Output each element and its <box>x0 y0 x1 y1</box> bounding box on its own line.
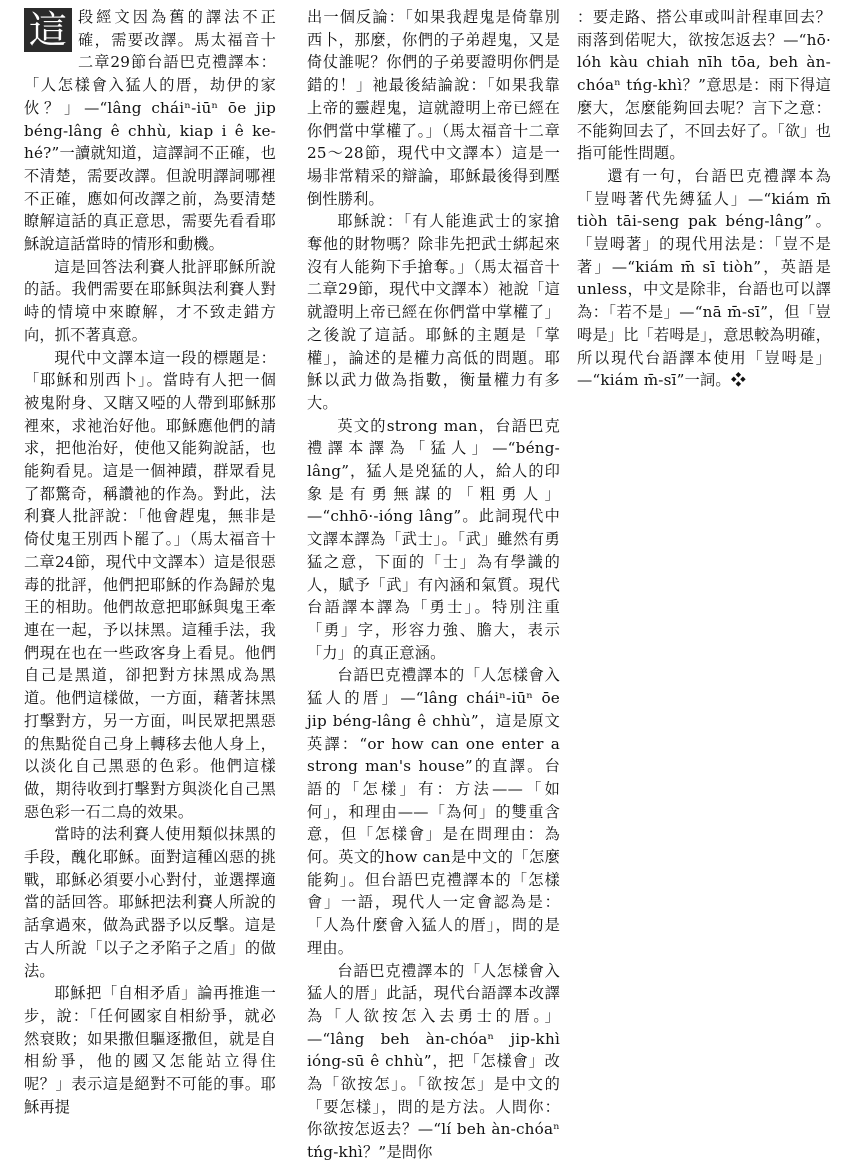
paragraph: 英文的strong man，台語巴克禮譯本譯為「猛人」—“béng-lâng”，猛人是兇猛的人，給人的印象是有勇無謀的「粗勇人」—“chhō·-ióng lâng”。此詞現代中文譯本譯為「武士」。「武」雖然有勇猛之意，下面的「士」為有學識的人，賦予「武」有內涵和氣質。現代台語譯本譯為「勇士」。特別注重「勇」字，形容力強、膽大，表示「力」的真正意涵。 <box>307 416 560 662</box>
drop-cap: 這 <box>24 8 72 52</box>
paragraph: 還有一句，台語巴克禮譯本為「豈呣著代先縛猛人」—“kiám m̄ tiòh tāi-seng pak béng-lâng”。「豈呣著」的現代用法是：「豈不是著」—“kiám m̄ sī tiòh”，英語是unless，中文是除非，台語也可以譯為：「若不是」—“nā m̄-sī”，但「豈呣是」比「若呣是」，意思較為明確，所以現代台語譯本使用「豈呣是」—“kiám m̄-sī”一詞。❖ <box>577 166 831 390</box>
column-2 <box>307 6 560 1164</box>
paragraph: 出一個反論：「如果我趕鬼是倚靠別西卜，那麼，你們的子弟趕鬼，又是倚仗誰呢？你們的子弟要證明你們是錯的！」祂最後結論說：「如果我靠上帝的靈趕鬼，這就證明上帝已經在你們當中掌權了。」（馬太福音十二章25～28節，現代中文譯本）這是一場非常精采的辯論，耶穌最後得到壓倒性勝利。 <box>307 8 560 208</box>
column-3 <box>577 6 831 392</box>
paragraph: 耶穌說：「有人能進武士的家搶奪他的財物嗎？除非先把武士綁起來沒有人能夠下手搶奪。」（馬太福音十二章29節，現代中文譯本）祂說「這就證明上帝已經在你們當中掌權了」之後說了這話。耶穌的主題是「掌權」，論述的是權力高低的問題。耶穌以武力做為指數，衡量權力有多大。 <box>307 212 560 412</box>
paragraph: 台語巴克禮譯本的「人怎樣會入猛人的厝」—“lâng cháiⁿ-iūⁿ ōe jip béng-lâng ê chhù”，這是原文英譯：“or how can one enter a strong man's house”的直譯。台語的「怎樣」有：方法——「如何」，和理由——「為何」的雙重含意，但「怎樣會」是在問理由：為何。英文的how can是中文的「怎麼能夠」。但台語巴克禮譯本的「怎樣會」一語，現代人一定會認為是：「人為什麼會入猛人的厝」，問的是理由。 <box>307 666 560 957</box>
paragraph: ：要走路、搭公車或叫計程車回去？雨落到偌呢大，欲按怎返去？—“hō· lóh kàu chiah nīh tōa, beh àn-chóaⁿ tńg-khì？”意思是：雨下得這麼大，怎麼能夠回去呢？言下之意：不能夠回去了，不回去好了。「欲」也指可能性問題。 <box>577 8 831 163</box>
paragraph: 這是回答法利賽人批評耶穌所說的話。我們需要在耶穌與法利賽人對峙的情境中來瞭解，才不致走錯方向，抓不著真意。 <box>24 257 276 344</box>
paragraph: 耶穌把「自相矛盾」論再推進一步，說：「任何國家自相紛爭，就必然衰敗；如果撒但驅逐撒但，就是自相紛爭，他的國又怎能站立得住呢？」表示這是絕對不可能的事。耶穌再提 <box>24 984 276 1116</box>
column-1 <box>24 6 276 1118</box>
paragraph: 當時的法利賽人使用類似抹黑的手段，醜化耶穌。面對這種凶惡的挑戰，耶穌必須要小心對付，並選擇適當的話回答。耶穌把法利賽人所說的話拿過來，做為武器予以反擊。這是古人所說「以子之矛陷子之盾」的做法。 <box>24 825 276 980</box>
paragraph: 段經文因為舊的譯法不正確，需要改譯。馬太福音十二章29節台語巴克禮譯本：「人怎樣會入猛人的厝，劫伊的家伙？」—“lâng cháiⁿ-iūⁿ ōe jip béng-lâng ê chhù, kiap i ê ke-hé?”一讀就知道，這譯詞不正確，也不清楚，需要改譯。但說明譯詞哪裡不正確，應如何改譯之前，為要清楚瞭解這話的真正意思，需要先看看耶穌說這話當時的情形和動機。 <box>24 8 276 254</box>
paragraph: 現代中文譯本這一段的標題是：「耶穌和別西卜」。當時有人把一個被鬼附身、又瞎又啞的人帶到耶穌那裡來，求祂治好他。耶穌應他們的請求，把他治好，使他又能夠說話，也能夠看見。這是一個神蹟，群眾看見了都驚奇，稱讚祂的作為。對此，法利賽人批評說：「他會趕鬼，無非是倚仗鬼王別西卜罷了。」（馬太福音十二章24節，現代中文譯本）這是很惡毒的批評，他們把耶穌的作為歸於鬼王的相助。他們故意把耶穌與鬼王牽連在一起，予以抹黑。這種手法，我們現在也在一些政客身上看見。他們自己是黑道，卻把對方抹黑成為黑道。他們這樣做，一方面，藉著抹黑打擊對方，另一方面，叫民眾把黑惡的焦點從自己身上轉移去他人身上，以淡化自己黑惡的色彩。他們這樣做，期待收到打擊對方與淡化自己黑惡色彩一石二鳥的效果。 <box>24 348 276 821</box>
paragraph: 台語巴克禮譯本的「人怎樣會入猛人的厝」此話，現代台語譯本改譯為「人欲按怎入去勇士的厝。」—“lâng beh àn-chóaⁿ jip-khì ióng-sū ê chhù”，把「怎樣會」改為「欲按怎」。「欲按怎」是中文的「要怎樣」，問的是方法。人問你：你欲按怎返去？—“lí beh àn-chóaⁿ tńg-khì？”是問你 <box>307 961 560 1162</box>
